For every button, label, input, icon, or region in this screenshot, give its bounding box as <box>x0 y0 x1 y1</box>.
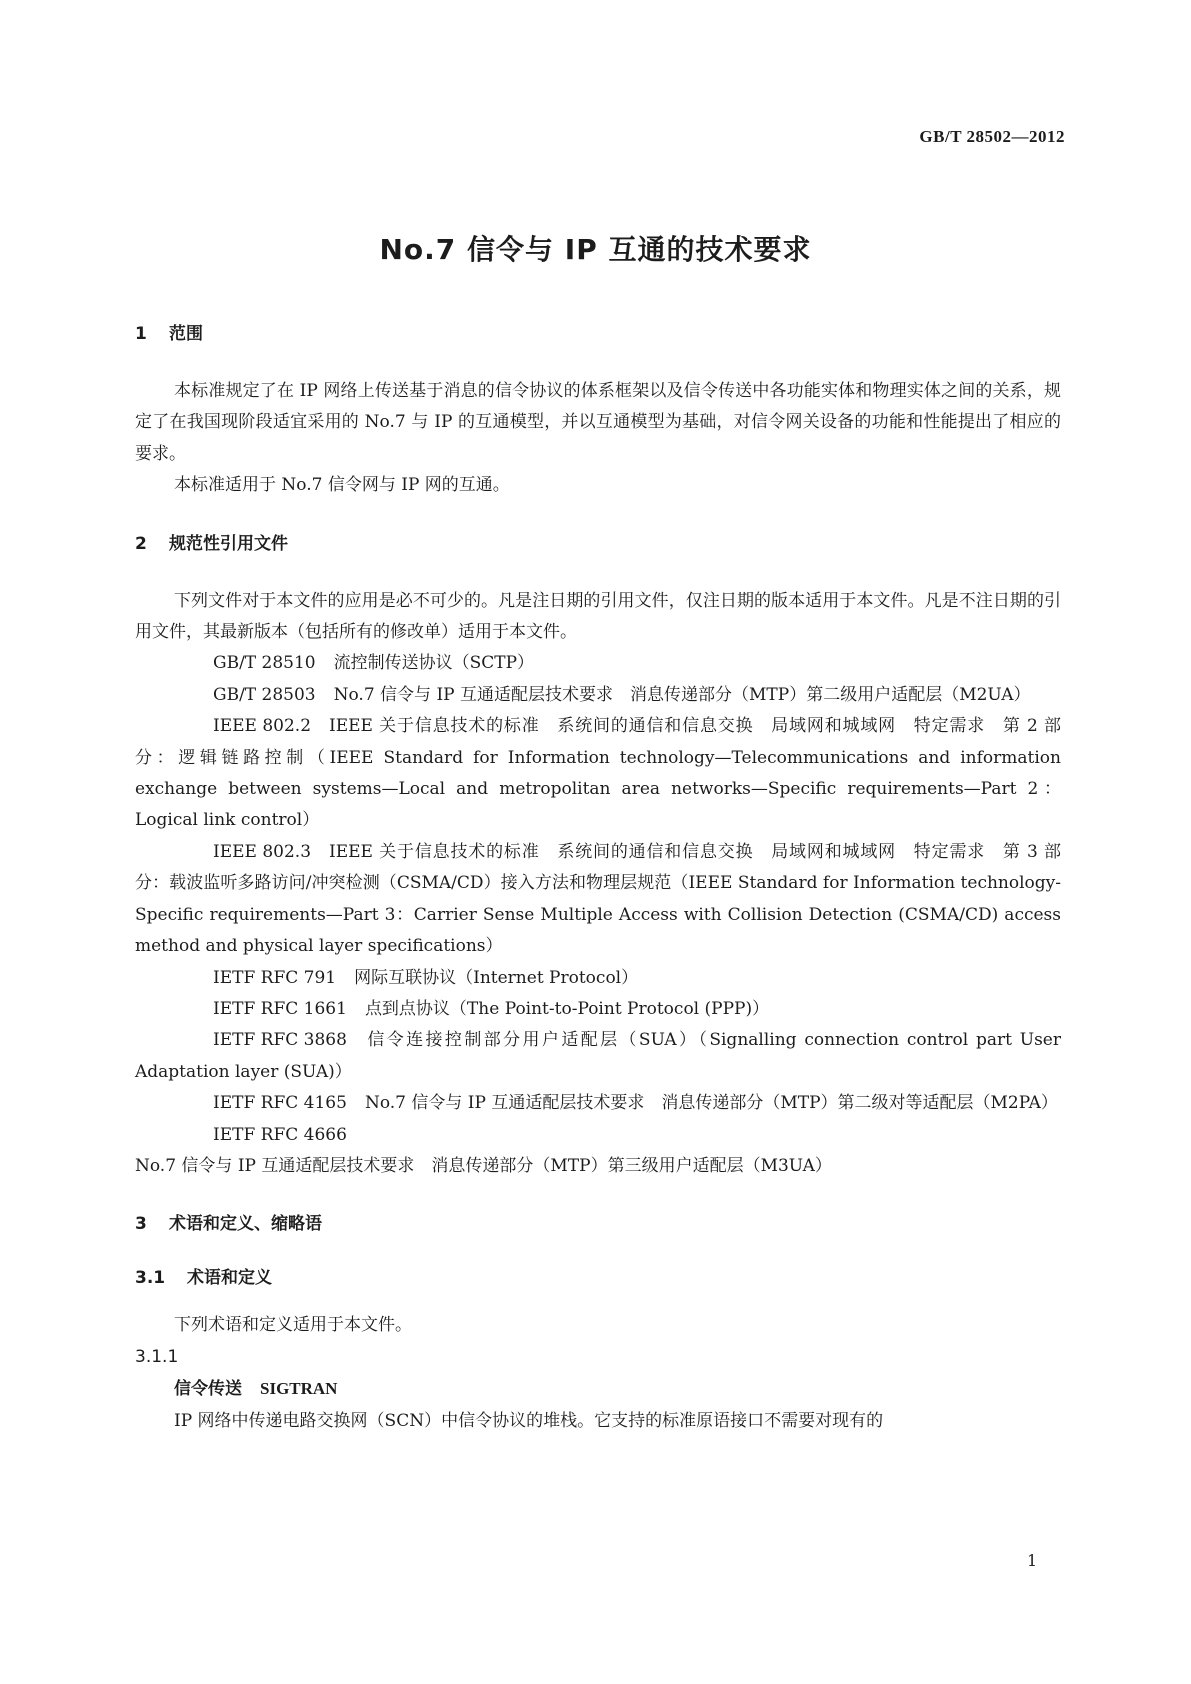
section-number: 2 <box>135 533 147 554</box>
section-3-1-heading <box>135 1266 1061 1290</box>
section-number: 3 <box>135 1214 147 1235</box>
reference-item <box>135 711 1061 837</box>
reference-item <box>135 648 1061 679</box>
reference-item <box>135 963 1061 994</box>
subsection-number: 3.1 <box>135 1268 166 1289</box>
term-definition: IP 网络中传递电路交换网（SCN）中信令协议的堆栈。它支持的标准原语接口不需要对现有的 <box>174 1410 884 1431</box>
section-title: 范围 <box>169 324 203 344</box>
clause-number: 3.1.1 <box>135 1346 179 1367</box>
scope-applicability: 本标准适用于 No.7 信令网与 IP 网的互通。 <box>174 475 510 496</box>
section-title: 术语和定义、缩略语 <box>169 1214 322 1235</box>
reference-code: IETF RFC 1661 <box>213 998 347 1019</box>
reference-code: IEEE 802.3 <box>213 841 312 862</box>
section-title: 规范性引用文件 <box>169 533 288 554</box>
reference-title: IEEE 关于信息技术的标准 系统间的通信和信息交换 局域网和城域网 特定需求 第 2 部分：逻辑链路控制（IEEE Standard for Information technology—Telecommunications and information exchange between systems—Local and metropolitan area networks—Specific requirements—Part 2：Logical link control） <box>135 716 1061 831</box>
reference-title: 网际互联协议（Internet Protocol） <box>354 967 639 988</box>
section-1-heading <box>135 322 1061 346</box>
term-chinese: 信令传送 <box>174 1379 242 1400</box>
term-heading <box>135 1373 1061 1405</box>
document-title: No.7 信令与 IP 互通的技术要求 <box>379 233 812 266</box>
section-3-heading <box>135 1212 1061 1236</box>
standard-number: GB/T 28502—2012 <box>919 127 1065 146</box>
reference-title: No.7 信令与 IP 互通适配层技术要求 消息传递部分（MTP）第二级对等适配层（M2PA） <box>364 1093 1058 1114</box>
reference-code: IETF RFC 3868 <box>213 1030 347 1051</box>
reference-item <box>135 837 1061 963</box>
reference-title: No.7 信令与 IP 互通适配层技术要求 消息传递部分（MTP）第二级用户适配层（M2UA） <box>333 684 1031 705</box>
reference-item <box>135 1088 1061 1119</box>
reference-title: 信令连接控制部分用户适配层（SUA）（Signalling connection control part User Adaptation layer (SUA)） <box>135 1030 1061 1082</box>
document-body <box>135 322 1061 1437</box>
page-number: 1 <box>1027 1551 1038 1570</box>
section-number: 1 <box>135 324 147 344</box>
reference-code: IETF RFC 4165 <box>213 1093 347 1114</box>
references-intro: 下列文件对于本文件的应用是必不可少的。凡是注日期的引用文件，仅注日期的版本适用于本文件。凡是不注日期的引用文件，其最新版本（包括所有的修改单）适用于本文件。 <box>135 590 1061 643</box>
scope-paragraph: 本标准规定了在 IP 网络上传送基于消息的信令协议的体系框架以及信令传送中各功能实体和物理实体之间的关系，规定了在我国现阶段适宜采用的 No.7 与 IP 的互通模型，并以互通模型为基础，对信令网关设备的功能和性能提出了相应的要求。 <box>135 381 1061 464</box>
reference-item <box>135 680 1061 711</box>
section-2-heading <box>135 532 1061 556</box>
reference-item <box>135 1120 1061 1183</box>
reference-item <box>135 1025 1061 1088</box>
reference-code: GB/T 28503 <box>213 684 316 705</box>
reference-title: IEEE 关于信息技术的标准 系统间的通信和信息交换 局域网和城域网 特定需求 第 3 部分：载波监听多路访问/冲突检测（CSMA/CD）接入方法和物理层规范（IEEE Standard for Information technology-Specific requirements—Part 3：Carrier Sense Multiple Access with Collision Detection (CSMA/CD) access method and physical layer specifications） <box>135 841 1061 957</box>
reference-title: 流控制传送协议（SCTP） <box>333 653 535 674</box>
reference-item <box>135 994 1061 1025</box>
term-english: SIGTRAN <box>260 1379 338 1399</box>
terms-intro: 下列术语和定义适用于本文件。 <box>174 1315 412 1336</box>
reference-code: IETF RFC 4666 <box>213 1124 347 1145</box>
reference-title: 点到点协议（The Point-to-Point Protocol (PPP)） <box>364 998 770 1019</box>
reference-code: IEEE 802.2 <box>213 716 312 737</box>
reference-code: GB/T 28510 <box>213 653 316 674</box>
reference-code: IETF RFC 791 <box>213 967 337 988</box>
subsection-title: 术语和定义 <box>187 1268 272 1289</box>
reference-title: No.7 信令与 IP 互通适配层技术要求 消息传递部分（MTP）第三级用户适配层（M3UA） <box>135 1155 832 1176</box>
